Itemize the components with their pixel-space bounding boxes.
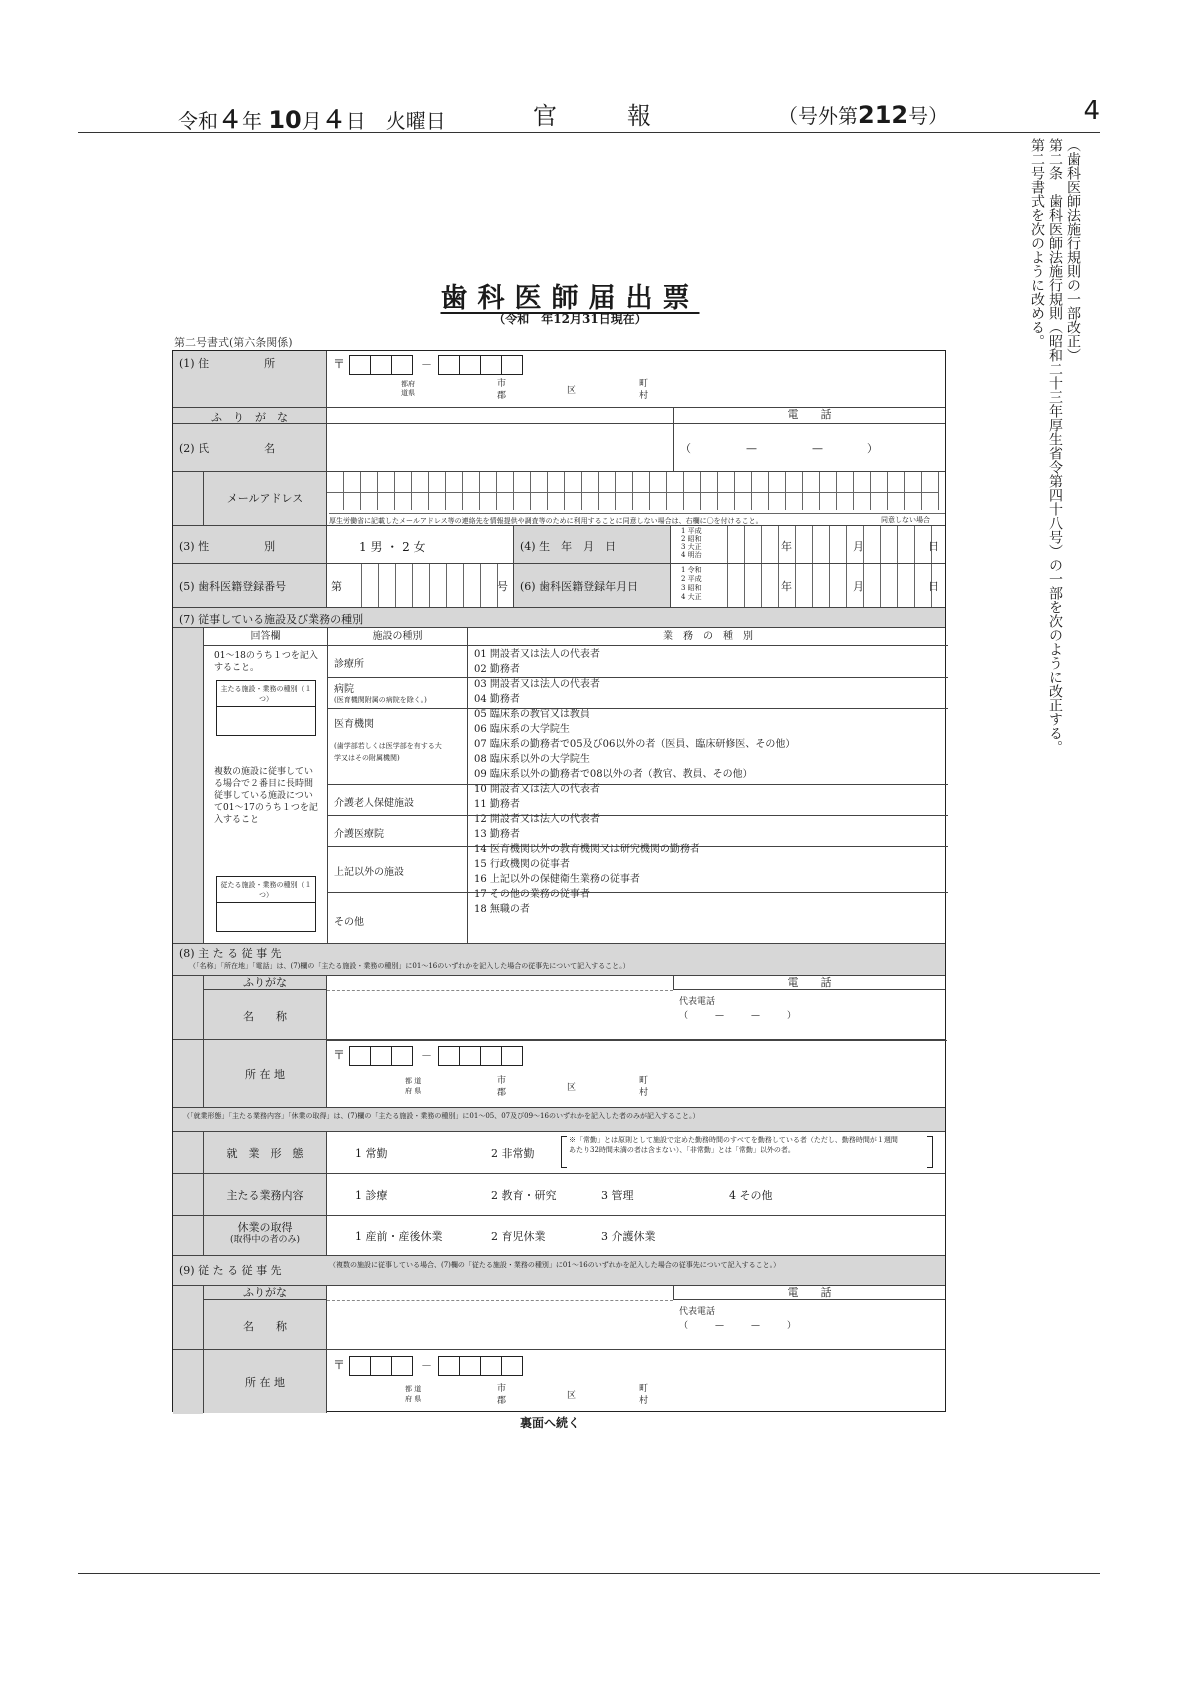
sub-facility-answer-box[interactable]: 従たる施設・業務の種別（１つ） [216, 876, 316, 932]
label-email: メールアドレス [203, 472, 327, 525]
sub-workplace-address [173, 1349, 945, 1413]
sub-facility-instruction: 複数の施設に従事している場合で２番目に長時間従事している施設について01～17のうち１つを記入すること [214, 767, 318, 825]
unit-ward: 区 [567, 386, 577, 396]
sub-phone-field[interactable]: （ — — ） [679, 1321, 797, 1331]
birth-year-label: 年 [781, 540, 792, 553]
label-address: (1) 住 所 [173, 351, 327, 407]
postal-dash: － [421, 358, 432, 371]
main-phone-field[interactable]: （ — — ） [679, 1011, 797, 1021]
label-main-address: 所 在 地 [203, 1040, 327, 1107]
reg-year-label: 年 [781, 580, 792, 593]
unit-town-b: 村 [639, 391, 649, 401]
issue-date: 令和４年 10月４日 火曜日 [178, 106, 446, 134]
header-work-type: 業 務 の 種 別 [468, 628, 948, 646]
work-type-column [468, 646, 948, 944]
sub-unit-city-a: 市 [497, 1384, 507, 1394]
main-rep-phone: 代表電話 [679, 997, 716, 1007]
label-main-furigana: ふりがな [203, 976, 327, 990]
unit-town-a: 町 [639, 379, 649, 389]
main-postal-dash: － [421, 1049, 432, 1062]
employment-note: （「就業形態」「主たる業務内容」「休業の取得」は、(7)欄の「主たる施設・業務の種別」に01～05、07及び09～16のいずれかを記入した者のみが記入すること。） [173, 1108, 945, 1132]
answer-column [204, 646, 328, 944]
label-sub-address: 所 在 地 [203, 1350, 327, 1413]
unit-pref-a: 都府 [401, 380, 415, 388]
birth-date-grid[interactable] [711, 526, 932, 564]
birth-day-label: 日 [928, 540, 939, 553]
facility-clinic: 診療所 [334, 659, 364, 670]
sub-unit-pref-b: 府 県 [405, 1395, 422, 1403]
row-work-form [173, 1131, 945, 1173]
sub-postal-second[interactable] [439, 1356, 523, 1376]
row-facility-type [173, 607, 945, 627]
main-work-opt-1[interactable]: 1 診療 [355, 1189, 388, 1202]
work-form-parttime[interactable]: 2 非常勤 [491, 1147, 535, 1160]
email-consent-right[interactable]: 同意しない場合 [881, 516, 930, 524]
facility-care-health: 介護老人保健施設 [328, 784, 467, 815]
row-furigana [173, 407, 945, 423]
reg-month-label: 月 [853, 580, 864, 593]
header-rule [78, 132, 1100, 133]
amendment-instruction: 第二号書式を次のように改める。 [1029, 138, 1045, 348]
row-email [173, 471, 945, 525]
label-birthdate: (4) 生 年 月 日 [513, 526, 671, 563]
main-unit-ward: 区 [567, 1083, 577, 1093]
phone-field[interactable]: （ — — ） [673, 424, 945, 471]
label-sub-name: 名 称 [203, 1300, 327, 1350]
facility-other-facility: 上記以外の施設 [328, 846, 467, 892]
reg-era-list: 1 令和 2 平成 3 昭和 4 大正 [681, 566, 702, 601]
sub-unit-pref-a: 都 道 [405, 1385, 422, 1393]
form-subtitle: （令和 年12月31日現在） [493, 312, 647, 326]
email-grid-2[interactable] [327, 492, 939, 510]
leave-opt-3[interactable]: 3 介護休業 [601, 1230, 656, 1243]
facility-medical-school: 医育機関 (歯学部若しくは医学部を有する大学又はその附属機関) [328, 708, 467, 784]
sub-unit-ward: 区 [567, 1391, 577, 1401]
reg-day-label: 日 [928, 580, 939, 593]
row-leave [173, 1215, 945, 1255]
form-title: 歯科医師届出票 [440, 283, 700, 314]
main-unit-pref-b: 府 県 [405, 1087, 422, 1095]
main-work-opt-4[interactable]: 4 その他 [729, 1189, 773, 1202]
main-work-opt-2[interactable]: 2 教育・研究 [491, 1189, 557, 1202]
form-number: 第二号書式(第六条関係) [174, 336, 293, 349]
sub-workplace-name [173, 1285, 945, 1349]
row-registration [173, 563, 945, 607]
facility-hospital: 病院 (医育機関附属の病院を除く。) [328, 677, 467, 708]
label-main-work: 主たる業務内容 [203, 1174, 327, 1215]
main-work-opt-3[interactable]: 3 管理 [601, 1189, 634, 1202]
leave-opt-2[interactable]: 2 育児休業 [491, 1230, 546, 1243]
work-type-codes: 01 開設者又は法人の代表者 02 勤務者 03 開設者又は法人の代表者 04 勤務者 05 臨床系の教官又は教員 06 臨床系の大学院生 07 臨床系の勤務者で05及び06以外の者（医員、臨床研修医、その他） 08 臨床系以外の大学院生 09 臨床系以外の勤務者で08以外の者（教官、教員、その他） 10 開設者又は法人の代表者 11 勤務者 12 開設者又は法人の代表者 13 勤務者 14 医育機関以外の教育機関又は研究機関の勤務者 15 行政機関の従事者 16 上記以外の保健衛生業務の従事者 17 その他の業務の従事者 18 無職の者 [474, 649, 796, 915]
facility-column [328, 646, 468, 944]
sub-unit-town-a: 町 [639, 1384, 649, 1394]
label-reg-number: (5) 歯科医籍登録番号 [173, 564, 327, 607]
main-unit-city-b: 郡 [497, 1088, 507, 1098]
label-furigana: ふ り が な [173, 408, 327, 423]
row-address [173, 351, 945, 407]
sex-options[interactable]: 1 男 ・ 2 女 [359, 540, 426, 554]
unit-pref-b: 道県 [401, 389, 415, 397]
amendment-article: 第二条 歯科医師法施行規則（昭和二十三年厚生省令第四十八号）の一部を次のように改正する。 [1047, 138, 1063, 754]
sub-postal-first[interactable] [350, 1356, 413, 1376]
sub-postal-mark: 〒 [333, 1358, 346, 1372]
answer-instruction: 01～18のうち１つを記入すること。 [214, 651, 318, 673]
sub-rep-phone: 代表電話 [679, 1307, 716, 1317]
paper-name: 官報 [533, 102, 721, 130]
main-unit-pref-a: 都 道 [405, 1077, 422, 1085]
row-name [173, 423, 945, 471]
page-number: 4 [1083, 96, 1100, 126]
row-main-workplace [173, 943, 945, 975]
main-facility-answer-box[interactable]: 主たる施設・業務の種別（１つ） [216, 680, 316, 736]
phone-header: 電 話 [673, 408, 945, 423]
gazette-header [78, 96, 1100, 132]
header-facility: 施設の種別 [328, 628, 468, 646]
issue-number: （号外第212号） [778, 101, 949, 129]
row-sex-birth [173, 525, 945, 563]
label-reg-date: (6) 歯科医籍登録年月日 [513, 564, 671, 607]
dentist-notification-form [172, 350, 946, 1412]
work-form-note: ※「常勤」とは原則として施設で定めた勤務時間のすべてを勤務している者（ただし、勤務時間が１週間あたり32時間未満の者は含まない）、「非常勤」とは「常勤」以外の者。 [569, 1136, 898, 1154]
main-postal-mark: 〒 [333, 1048, 346, 1062]
reg-date-grid[interactable] [711, 564, 932, 608]
sub-postal-dash: － [421, 1359, 432, 1372]
section-facility-table [173, 627, 945, 943]
label-sub-workplace: (9) 従 た る 従 事 先 （複数の施設に従事している場合、(7)欄の「従たる施設・業務の種別」に01～16のいずれかを記入した場合の従事先について記入すること。） [173, 1256, 945, 1286]
label-sex: (3) 性 別 [173, 526, 327, 563]
sub-phone-header: 電 話 [673, 1286, 945, 1300]
main-postal-first[interactable] [350, 1046, 413, 1066]
facility-other: その他 [328, 892, 467, 944]
main-phone-header: 電 話 [673, 976, 945, 990]
label-work-form: 就 業 形 態 [203, 1132, 327, 1173]
main-workplace-address [173, 1039, 945, 1107]
amendment-heading: （歯科医師法施行規則の一部改正） [1065, 138, 1081, 362]
row-main-work [173, 1173, 945, 1215]
postal-code-first[interactable] [350, 355, 413, 375]
reg-prefix: 第 [331, 580, 342, 593]
continued-note: 裏面へ続く [520, 1416, 581, 1430]
label-facility-type: (7) 従事している施設及び業務の種別 [173, 608, 945, 628]
facility-care-medical: 介護医療院 [328, 815, 467, 846]
label-name: (2) 氏 名 [173, 424, 327, 471]
main-postal-second[interactable] [439, 1046, 523, 1066]
postal-mark: 〒 [333, 357, 346, 371]
sub-unit-town-b: 村 [639, 1396, 649, 1406]
work-form-fulltime[interactable]: 1 常勤 [355, 1147, 388, 1160]
email-grid-1[interactable] [327, 472, 939, 492]
birth-month-label: 月 [853, 540, 864, 553]
birth-era-list: 1 平成 2 昭和 3 大正 4 明治 [681, 527, 702, 559]
main-unit-town-b: 村 [639, 1088, 649, 1098]
footer-rule [78, 1573, 1100, 1574]
label-sub-furigana: ふりがな [203, 1286, 327, 1300]
label-main-name: 名 称 [203, 990, 327, 1040]
reg-suffix: 号 [497, 580, 508, 593]
row-employment-note [173, 1107, 945, 1131]
unit-city-b: 郡 [497, 391, 507, 401]
row-sub-workplace [173, 1255, 945, 1285]
leave-opt-1[interactable]: 1 産前・産後休業 [355, 1230, 443, 1243]
sub-unit-city-b: 郡 [497, 1396, 507, 1406]
email-consent-note: 厚生労働省に記載したメールアドレス等の連絡先を情報提供や調査等のために利用することに同意しない場合は、右欄に〇を付けること。 [329, 513, 945, 526]
main-unit-city-a: 市 [497, 1076, 507, 1086]
unit-city-a: 市 [497, 379, 507, 389]
postal-code-second[interactable] [439, 355, 523, 375]
header-answer: 回答欄 [204, 628, 328, 646]
reg-number-grid[interactable] [345, 564, 498, 608]
label-leave: 休業の取得 (取得中の者のみ) [203, 1216, 327, 1255]
main-unit-town-a: 町 [639, 1076, 649, 1086]
label-main-workplace: (8) 主 た る 従 事 先 （「名称」「所在地」「電話」は、(7)欄の「主たる施設・業務の種別」に01～16のいずれかを記入した場合の従事先について記入すること。） [173, 944, 945, 976]
